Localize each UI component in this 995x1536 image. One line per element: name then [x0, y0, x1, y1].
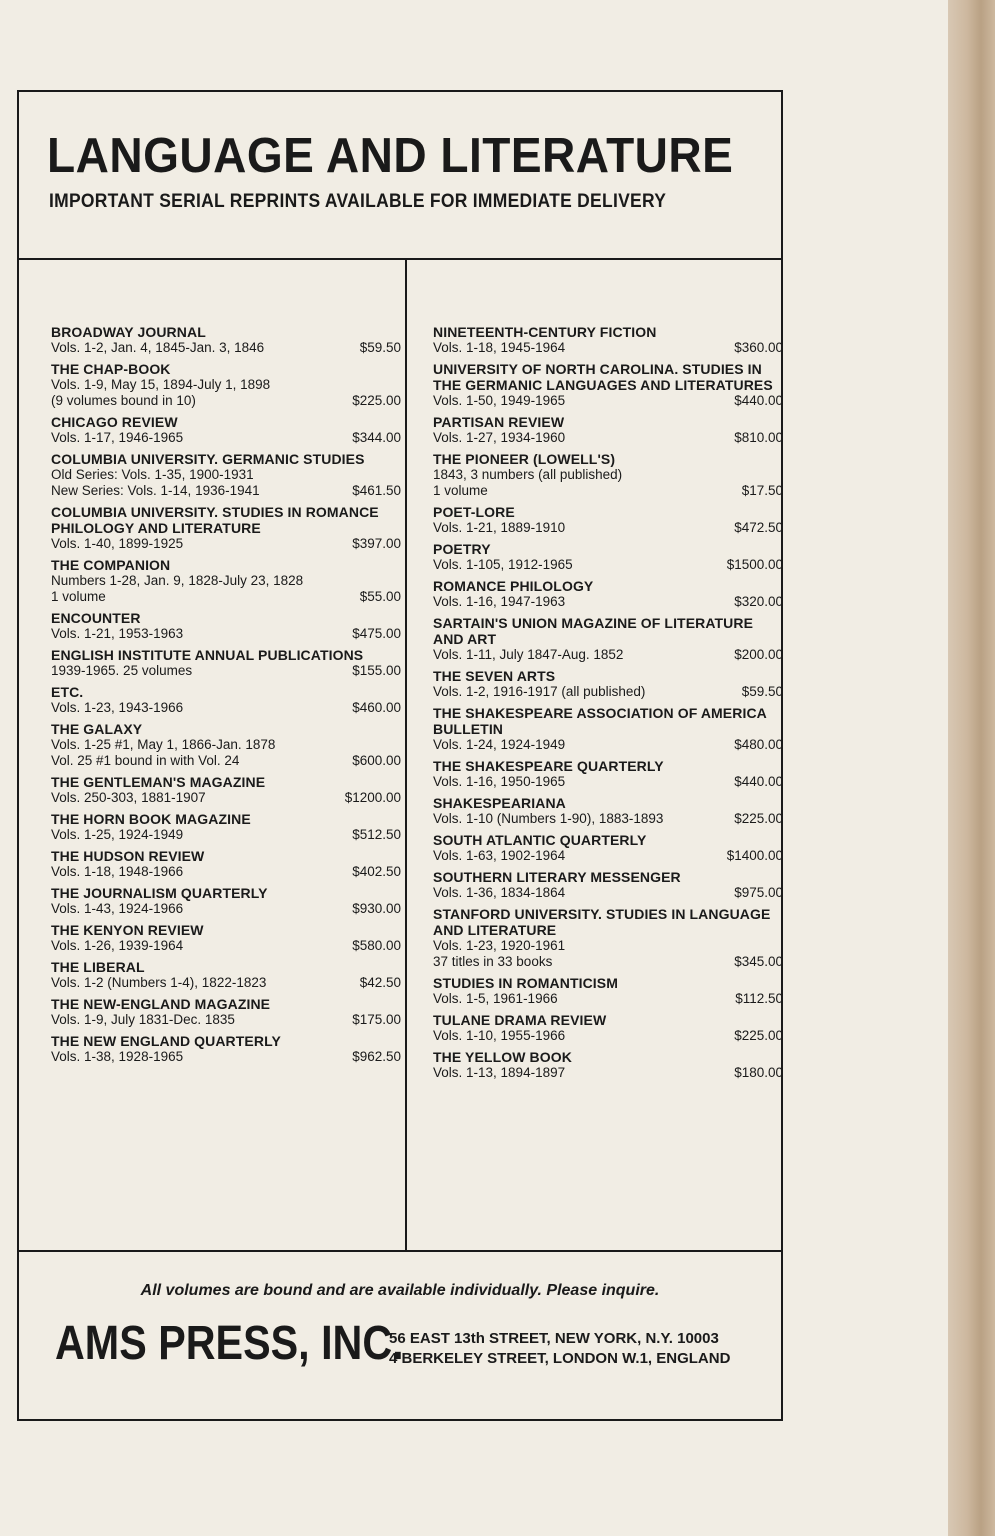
entry-price — [393, 573, 401, 589]
entry-price: $59.50 — [359, 340, 401, 355]
entry-price: $810.00 — [734, 430, 783, 445]
entry-price: $962.50 — [352, 1049, 401, 1064]
catalog-entry — [433, 1012, 783, 1044]
catalog-entry — [51, 610, 401, 642]
entry-line — [433, 557, 783, 573]
entry-description: Vols. 1-105, 1912-1965 — [433, 557, 573, 572]
entry-line — [51, 536, 401, 552]
catalog-entry — [51, 774, 401, 806]
catalog-entry — [51, 1033, 401, 1065]
entry-price: $345.00 — [734, 954, 783, 969]
entry-line — [51, 626, 401, 642]
entry-description: Vols. 1-63, 1902-1964 — [433, 848, 566, 863]
entry-price: $320.00 — [734, 594, 783, 609]
ad-header — [19, 92, 781, 260]
entry-description: Vols. 1-2, 1916-1917 (all published) — [433, 684, 646, 699]
entry-line — [433, 483, 783, 499]
entry-description: Vols. 1-23, 1920-1961 — [433, 938, 566, 953]
catalog-entry — [433, 975, 783, 1007]
entry-line — [51, 393, 401, 409]
right-column — [433, 324, 783, 1086]
catalog-entry — [433, 1049, 783, 1081]
entry-line — [51, 589, 401, 605]
catalog-entry — [433, 795, 783, 827]
entry-line — [51, 753, 401, 769]
catalog-entry — [51, 324, 401, 356]
entry-description: Old Series: Vols. 1-35, 1900-1931 — [51, 467, 254, 482]
publisher-name: AMS PRESS, INC. — [55, 1317, 404, 1370]
page-title: LANGUAGE AND LITERATURE — [47, 129, 734, 183]
entry-title: POET-LORE — [433, 504, 515, 520]
entry-title: NINETEENTH-CENTURY FICTION — [433, 324, 657, 340]
address-line: 56 EAST 13th STREET, NEW YORK, N.Y. 10003 — [389, 1330, 719, 1347]
catalog-entry — [433, 504, 783, 536]
entry-description: Vols. 1-27, 1934-1960 — [433, 430, 566, 445]
entry-title: THE COMPANION — [51, 557, 171, 573]
entry-price — [393, 377, 401, 393]
entry-title: THE KENYON REVIEW — [51, 922, 204, 938]
entry-title: SHAKESPEARIANA — [433, 795, 566, 811]
entry-title: ENGLISH INSTITUTE ANNUAL PUBLICATIONS — [51, 647, 364, 663]
entry-description: 1843, 3 numbers (all published) — [433, 467, 623, 482]
entry-title: SARTAIN'S UNION MAGAZINE OF LITERATURE AND ART — [433, 615, 754, 647]
entry-price: $460.00 — [352, 700, 401, 715]
entry-line — [433, 991, 783, 1007]
entry-description: Vols. 1-10 (Numbers 1-90), 1883-1893 — [433, 811, 664, 826]
catalog-entry — [433, 324, 783, 356]
catalog-entry — [51, 885, 401, 917]
entry-line — [433, 393, 783, 409]
catalog-entry — [433, 705, 783, 753]
entry-price: $225.00 — [734, 811, 783, 826]
entry-description: Vols. 1-43, 1924-1966 — [51, 901, 184, 916]
entry-line — [433, 594, 783, 610]
entry-title: ROMANCE PHILOLOGY — [433, 578, 594, 594]
entry-description: Numbers 1-28, Jan. 9, 1828-July 23, 1828 — [51, 573, 304, 588]
catalog-entry — [51, 684, 401, 716]
entry-description: Vols. 1-40, 1899-1925 — [51, 536, 184, 551]
entry-title: UNIVERSITY OF NORTH CAROLINA. STUDIES IN THE GERMANIC LANGUAGES AND LITERATURES — [433, 361, 773, 393]
entry-description: Vols. 1-26, 1939-1964 — [51, 938, 184, 953]
entry-price — [393, 737, 401, 753]
entry-title: THE HUDSON REVIEW — [51, 848, 205, 864]
entry-line — [51, 737, 401, 753]
entry-title: THE SHAKESPEARE QUARTERLY — [433, 758, 664, 774]
entry-price: $360.00 — [734, 340, 783, 355]
entry-description: Vols. 250-303, 1881-1907 — [51, 790, 206, 805]
entry-description: Vols. 1-17, 1946-1965 — [51, 430, 184, 445]
entry-description: New Series: Vols. 1-14, 1936-1941 — [51, 483, 260, 498]
entry-title: TULANE DRAMA REVIEW — [433, 1012, 607, 1028]
entry-price: $200.00 — [734, 647, 783, 662]
catalog-entry — [433, 668, 783, 700]
bottom-rule — [19, 1250, 781, 1252]
entry-description: Vols. 1-9, May 15, 1894-July 1, 1898 — [51, 377, 271, 392]
entry-description: 1 volume — [433, 483, 488, 498]
entry-description: Vols. 1-23, 1943-1966 — [51, 700, 184, 715]
entry-line — [433, 848, 783, 864]
entry-price: $1400.00 — [726, 848, 783, 863]
entry-price: $402.50 — [352, 864, 401, 879]
entry-description: Vols. 1-2, Jan. 4, 1845-Jan. 3, 1846 — [51, 340, 265, 355]
entry-line — [433, 811, 783, 827]
publisher-addresses — [389, 1329, 730, 1369]
entry-line — [433, 430, 783, 446]
entry-description: Vol. 25 #1 bound in with Vol. 24 — [51, 753, 240, 768]
entry-price: $440.00 — [734, 774, 783, 789]
catalog-entry — [51, 504, 401, 552]
entry-description: Vols. 1-5, 1961-1966 — [433, 991, 558, 1006]
entry-title: CHICAGO REVIEW — [51, 414, 178, 430]
entry-line — [433, 647, 783, 663]
entry-line — [51, 377, 401, 393]
entry-line — [51, 467, 401, 483]
entry-description: Vols. 1-21, 1889-1910 — [433, 520, 566, 535]
catalog-entry — [51, 647, 401, 679]
entry-title: PARTISAN REVIEW — [433, 414, 565, 430]
entry-line — [433, 938, 783, 954]
catalog-entry — [433, 615, 783, 663]
entry-line — [433, 684, 783, 700]
catalog-entry — [51, 361, 401, 409]
entry-price: $175.00 — [352, 1012, 401, 1027]
availability-note: All volumes are bound and are available individually. Please inquire. — [140, 1282, 660, 1299]
catalog-entry — [51, 922, 401, 954]
catalog-entry — [51, 557, 401, 605]
entry-title: COLUMBIA UNIVERSITY. STUDIES IN ROMANCE PHILOLOGY AND LITERATURE — [51, 504, 379, 536]
entry-title: THE NEW-ENGLAND MAGAZINE — [51, 996, 271, 1012]
entry-description: 1939-1965. 25 volumes — [51, 663, 193, 678]
entry-line — [51, 1012, 401, 1028]
entry-price: $480.00 — [734, 737, 783, 752]
entry-description: Vols. 1-38, 1928-1965 — [51, 1049, 184, 1064]
entry-price: $397.00 — [352, 536, 401, 551]
entry-line — [433, 467, 783, 483]
entry-line — [433, 340, 783, 356]
entry-price — [775, 467, 783, 483]
entry-price — [393, 467, 401, 483]
entry-title: ENCOUNTER — [51, 610, 141, 626]
entry-price: $225.00 — [734, 1028, 783, 1043]
catalog-entry — [433, 414, 783, 446]
entry-title: THE GENTLEMAN'S MAGAZINE — [51, 774, 266, 790]
entry-line — [433, 737, 783, 753]
entry-line — [433, 1028, 783, 1044]
entry-price: $17.50 — [741, 483, 783, 498]
entry-line — [51, 340, 401, 356]
entry-line — [51, 790, 401, 806]
catalog-entry — [433, 906, 783, 970]
catalog-entry — [51, 451, 401, 499]
entry-description: Vols. 1-2 (Numbers 1-4), 1822-1823 — [51, 975, 267, 990]
catalog-entry — [433, 832, 783, 864]
entry-description: Vols. 1-16, 1950-1965 — [433, 774, 566, 789]
entry-price — [775, 938, 783, 954]
entry-title: ETC. — [51, 684, 84, 700]
column-divider — [405, 260, 407, 1250]
entry-price: $512.50 — [352, 827, 401, 842]
catalog-entry — [433, 361, 783, 409]
catalog-entry — [51, 848, 401, 880]
entry-line — [51, 483, 401, 499]
entry-title: THE NEW ENGLAND QUARTERLY — [51, 1033, 281, 1049]
entry-description: Vols. 1-24, 1924-1949 — [433, 737, 566, 752]
entry-price: $1200.00 — [344, 790, 401, 805]
entry-price: $930.00 — [352, 901, 401, 916]
entry-line — [51, 663, 401, 679]
entry-line — [51, 938, 401, 954]
entry-line — [51, 573, 401, 589]
catalog-entry — [433, 451, 783, 499]
entry-price: $440.00 — [734, 393, 783, 408]
entry-price: $975.00 — [734, 885, 783, 900]
catalog-entry — [51, 414, 401, 446]
entry-description: Vols. 1-16, 1947-1963 — [433, 594, 566, 609]
entry-description: Vols. 1-36, 1834-1864 — [433, 885, 566, 900]
entry-description: Vols. 1-9, July 1831-Dec. 1835 — [51, 1012, 235, 1027]
entry-line — [51, 827, 401, 843]
entry-line — [51, 1049, 401, 1065]
entry-title: STANFORD UNIVERSITY. STUDIES IN LANGUAGE AND LITERATURE — [433, 906, 771, 938]
entry-price: $344.00 — [352, 430, 401, 445]
entry-price: $475.00 — [352, 626, 401, 641]
catalog-entry — [51, 721, 401, 769]
entry-price: $225.00 — [352, 393, 401, 408]
entry-description: Vols. 1-11, July 1847-Aug. 1852 — [433, 647, 624, 662]
entry-price: $155.00 — [352, 663, 401, 678]
entry-title: COLUMBIA UNIVERSITY. GERMANIC STUDIES — [51, 451, 365, 467]
entry-line — [433, 954, 783, 970]
entry-title: THE SHAKESPEARE ASSOCIATION OF AMERICA BULLETIN — [433, 705, 767, 737]
page-subtitle: IMPORTANT SERIAL REPRINTS AVAILABLE FOR IMMEDIATE DELIVERY — [49, 191, 667, 212]
catalog-entry — [433, 578, 783, 610]
entry-description: Vols. 1-25 #1, May 1, 1866-Jan. 1878 — [51, 737, 276, 752]
left-column — [51, 324, 401, 1070]
catalog-entry — [51, 959, 401, 991]
entry-description: (9 volumes bound in 10) — [51, 393, 196, 408]
entry-title: THE LIBERAL — [51, 959, 145, 975]
entry-description: Vols. 1-18, 1945-1964 — [433, 340, 566, 355]
entry-title: SOUTHERN LITERARY MESSENGER — [433, 869, 681, 885]
entry-line — [51, 975, 401, 991]
entry-price: $461.50 — [352, 483, 401, 498]
entry-description: Vols. 1-25, 1924-1949 — [51, 827, 184, 842]
entry-line — [433, 520, 783, 536]
entry-description: 37 titles in 33 books — [433, 954, 553, 969]
entry-description: Vols. 1-13, 1894-1897 — [433, 1065, 566, 1080]
entry-price: $42.50 — [359, 975, 401, 990]
address-line: 4 BERKELEY STREET, LONDON W.1, ENGLAND — [389, 1350, 731, 1367]
entry-line — [51, 700, 401, 716]
entry-description: Vols. 1-50, 1949-1965 — [433, 393, 566, 408]
entry-price: $600.00 — [352, 753, 401, 768]
entry-line — [51, 430, 401, 446]
catalog-entry — [433, 541, 783, 573]
entry-price: $472.50 — [734, 520, 783, 535]
entry-line — [433, 1065, 783, 1081]
entry-price: $1500.00 — [726, 557, 783, 572]
entry-title: STUDIES IN ROMANTICISM — [433, 975, 618, 991]
catalog-entry — [433, 869, 783, 901]
entry-title: THE HORN BOOK MAGAZINE — [51, 811, 251, 827]
entry-description: Vols. 1-10, 1955-1966 — [433, 1028, 566, 1043]
entry-title: THE CHAP-BOOK — [51, 361, 171, 377]
entry-title: BROADWAY JOURNAL — [51, 324, 206, 340]
entry-line — [51, 901, 401, 917]
entry-title: THE GALAXY — [51, 721, 143, 737]
entry-description: Vols. 1-18, 1948-1966 — [51, 864, 184, 879]
entry-line — [51, 864, 401, 880]
entry-title: THE JOURNALISM QUARTERLY — [51, 885, 268, 901]
entry-price: $112.50 — [735, 991, 783, 1006]
catalog-entry — [433, 758, 783, 790]
entry-price: $59.50 — [741, 684, 783, 699]
entry-price: $580.00 — [352, 938, 401, 953]
entry-title: THE PIONEER (LOWELL'S) — [433, 451, 616, 467]
entry-title: THE SEVEN ARTS — [433, 668, 556, 684]
entry-title: POETRY — [433, 541, 491, 557]
entry-title: THE YELLOW BOOK — [433, 1049, 572, 1065]
advertisement-frame — [17, 90, 783, 1421]
entry-line — [433, 885, 783, 901]
entry-title: SOUTH ATLANTIC QUARTERLY — [433, 832, 647, 848]
catalog-entry — [51, 811, 401, 843]
entry-description: Vols. 1-21, 1953-1963 — [51, 626, 184, 641]
page-edge — [948, 0, 995, 1536]
entry-line — [433, 774, 783, 790]
catalog-entry — [51, 996, 401, 1028]
entry-description: 1 volume — [51, 589, 106, 604]
entry-price: $55.00 — [359, 589, 401, 604]
entry-price: $180.00 — [734, 1065, 783, 1080]
